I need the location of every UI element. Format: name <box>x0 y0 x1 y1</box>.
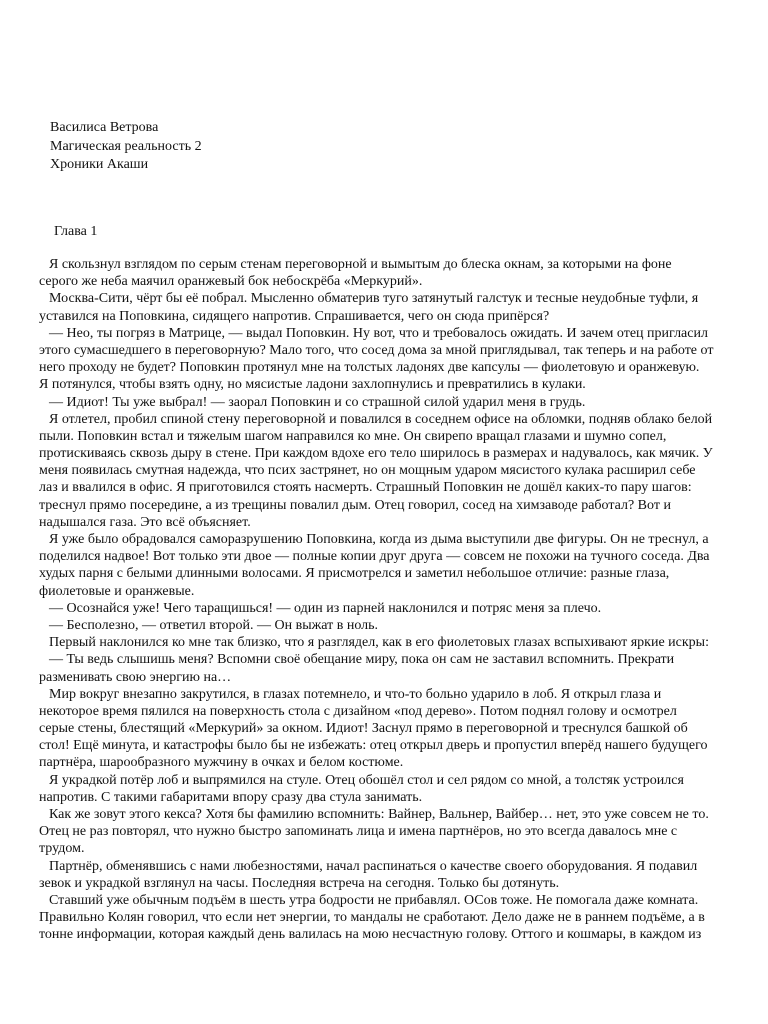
author-name: Василиса Ветрова <box>50 120 159 135</box>
text-line: него проходу не будет? Поповкин протянул мне на толстых ладонях две капсулы — фиолетовую и оранжевую. <box>39 360 700 376</box>
text-line: протискиваясь сквозь дыру в стене. При каждом вдохе его тело ширилось в размерах и надувалось, как мячик. У <box>39 446 713 462</box>
text-line: пыли. Поповкин встал и тяжелым шагом направился ко мне. Он свирепо вращал глазами и шумно сопел, <box>39 428 667 444</box>
text-line: Отец не раз повторял, что нужно быстро запоминать лица и имена партнёров, но это всегда давалось мне с <box>39 824 678 840</box>
text-line: худых парня с белыми длинными волосами. Я присмотрелся и заметил небольшое отличие: разные глаза, <box>39 566 670 582</box>
text-line: партнёра, шарообразного мужчину в очках и белом костюме. <box>39 755 404 771</box>
text-line: этого сумасшедшего в переговорную? Мало того, что сосед дома за мной приглядывал, так теперь и на работе от <box>39 342 714 358</box>
book-header <box>50 119 202 175</box>
text-line: — Осознайся уже! Чего таращишься! — один из парней наклонился и потряс меня за плечо. <box>49 600 602 616</box>
text-line: разменивать свою энергию на… <box>39 669 232 685</box>
text-line: Я отлетел, пробил спиной стену переговорной и повалился в соседнем офисе на обломки, подняв облако белой <box>49 411 713 427</box>
text-line: уставился на Поповкина, сидящего напротив. Спрашивается, чего он сюда припёрся? <box>39 308 550 324</box>
text-line: — Идиот! Ты уже выбрал! — заорал Поповкин и со страшной силой ударил меня в грудь. <box>49 394 586 410</box>
text-line: треснул прямо посередине, а из трещины повалил дым. Отец говорил, сосед на химзаводе работал? Вот и <box>39 497 671 513</box>
text-line: серого же неба маячил оранжевый бок небоскрёба «Меркурий». <box>39 274 423 290</box>
text-line: — Бесполезно, — ответил второй. — Он выжат в ноль. <box>49 617 379 633</box>
chapter-text <box>39 256 729 944</box>
text-line: Партнёр, обменявшись с нами любезностями, начал распинаться о качестве своего оборудования. Я подавил <box>49 858 698 874</box>
book-title: Магическая реальность 2 <box>50 138 202 154</box>
book-subtitle: Хроники Акаши <box>50 157 149 172</box>
text-line: Москва-Сити, чёрт бы её побрал. Мысленно обматерив туго затянутый галстук и тесные неудобные туфли, я <box>49 291 699 307</box>
text-line: Мир вокруг внезапно закрутился, в глазах потемнело, и что-то больно ударило в лоб. Я открыл глаза и <box>49 686 662 702</box>
text-line: некоторое время пялился на поверхность стола с дизайном «под дерево». Потом поднял голову и осмотрел <box>39 703 677 719</box>
text-line: тонне информации, которая каждый день валилась на мою несчастную голову. Оттого и кошмары, в каждом из <box>39 927 702 943</box>
text-line: надышался газа. Это всё объясняет. <box>39 514 251 530</box>
text-line: — Ты ведь слышишь меня? Вспомни своё обещание миру, пока он сам не заставил вспомнить. Прекрати <box>49 652 675 668</box>
text-line: лаз и ввалился в офис. Я приготовился стоять насмерть. Страшный Поповкин не дошёл каких-то пару шагов: <box>39 480 692 496</box>
text-line: Я украдкой потёр лоб и выпрямился на стуле. Отец обошёл стол и сел рядом со мной, а толстяк устроился <box>49 772 684 788</box>
text-line: Ставший уже обычным подъём в шесть утра бодрости не прибавлял. ОСов тоже. Не помогала даже комната. <box>49 892 699 908</box>
text-line: напротив. С такими габаритами впору сразу два стула занимать. <box>39 789 423 805</box>
text-line: меня появилась смутная надежда, что псих застрянет, но он мощным ударом мясистого кулака расширил себе <box>39 463 696 479</box>
text-line: Как же зовут этого кекса? Хотя бы фамилию вспомнить: Вайнер, Вальнер, Вайбер… нет, это уже совсем не то. <box>49 807 709 822</box>
chapter-heading: Глава 1 <box>54 224 98 239</box>
text-line: стол! Ещё минута, и катастрофы было бы не избежать: отец открыл дверь и пропустил вперёд нашего будущего <box>39 738 708 754</box>
text-line: Я потянулся, чтобы взять одну, но мясистые ладони захлопнулись и превратились в кулаки. <box>39 377 586 393</box>
text-line: Я уже было обрадовался саморазрушению Поповкина, когда из дыма выступили две фигуры. Он не треснул, а <box>49 532 709 547</box>
text-line: Я скользнул взглядом по серым стенам переговорной и вымытым до блеска окнам, за которыми на фоне <box>49 257 672 272</box>
text-line: Правильно Колян говорил, что если нет энергии, то мандалы не сработают. Дело даже не в раннем подъёме, а в <box>39 910 705 926</box>
text-line: трудом. <box>39 841 85 857</box>
text-line: серые стены, блестящий «Меркурий» за окном. Идиот! Заснул прямо в переговорной и треснулся башкой об <box>39 721 688 737</box>
text-line: — Нео, ты погряз в Матрице, — выдал Поповкин. Ну вот, что и требовалось ожидать. И зачем отец пригласил <box>49 325 708 341</box>
text-line: фиолетовые и оранжевые. <box>39 583 195 599</box>
text-line: зевок и украдкой взглянул на часы. Последняя встреча на сегодня. Только бы дотянуть. <box>39 875 560 891</box>
text-line: Первый наклонился ко мне так близко, что я разглядел, как в его фиолетовых глазах вспыхивают яркие искры: <box>49 635 709 651</box>
text-line: поделился надвое! Вот только эти двое — полные копии друг друга — совсем не похожи на тучного соседа. Два <box>39 549 710 565</box>
